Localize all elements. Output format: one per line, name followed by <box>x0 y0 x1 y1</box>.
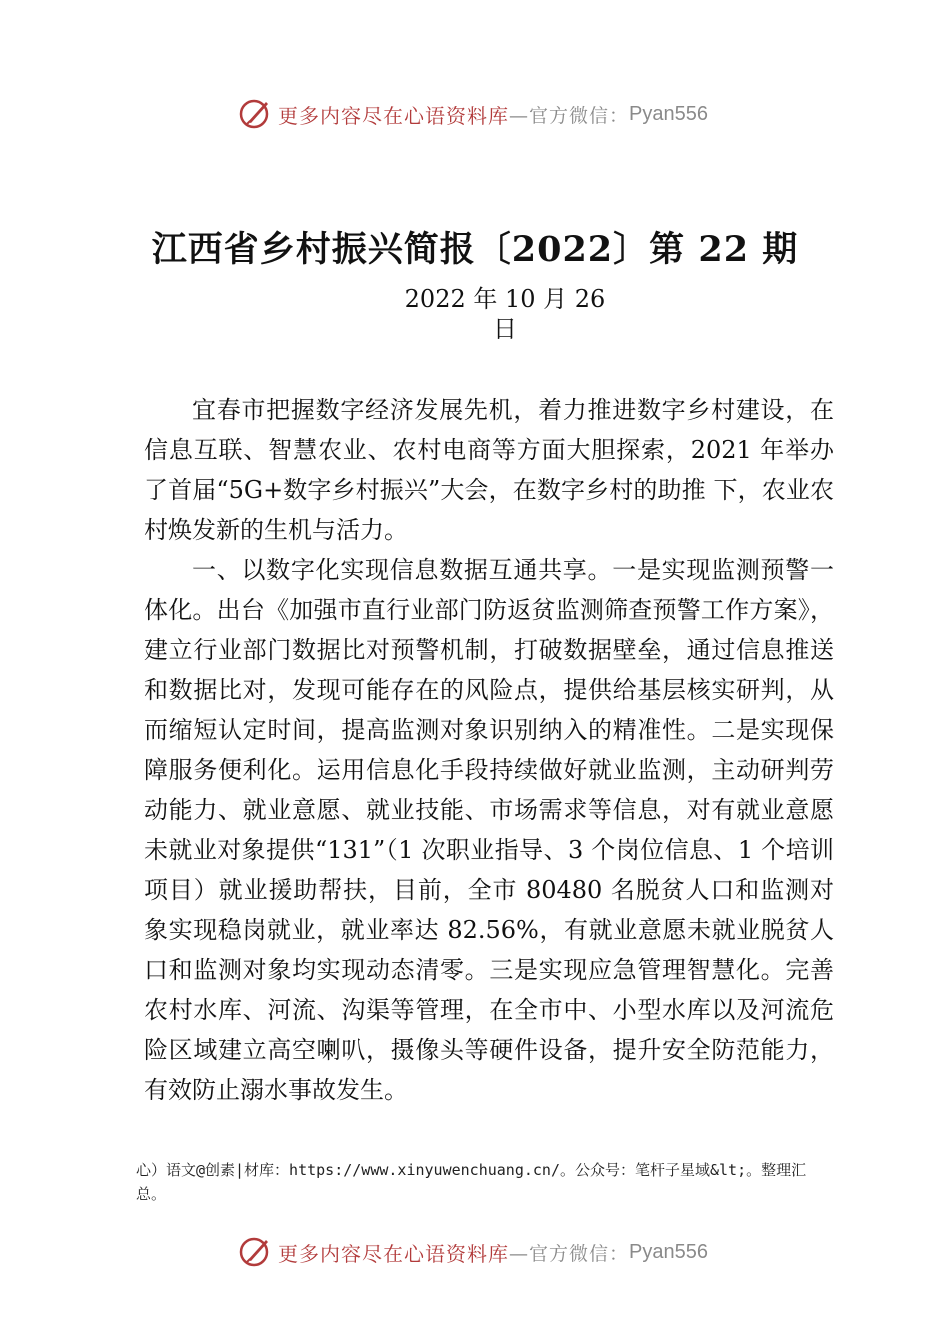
banner-wechat-label: —官方微信： <box>509 104 630 127</box>
document-body <box>144 390 834 1110</box>
document-date: 2022 年 10 月 26 日 <box>404 285 606 343</box>
banner-wechat-id: Pyan556 <box>629 102 708 125</box>
banner-text: 更多内容尽在心语资料库 <box>278 103 509 128</box>
banner-text: 更多内容尽在心语资料库 <box>278 1241 509 1266</box>
banner-wechat-label: —官方微信： <box>509 1242 630 1265</box>
header-banner <box>238 94 758 134</box>
quill-logo-icon <box>238 1234 274 1270</box>
banner-wechat-id: Pyan556 <box>629 1240 708 1263</box>
footer-banner <box>238 1232 758 1272</box>
quill-logo-icon <box>238 96 274 132</box>
source-note: 心）语文@创素|材库：https://www.xinyuwenchuang.cn/。公众号：笔杆子星域&lt;。整理汇总。 <box>136 1161 807 1203</box>
document-title: 江西省乡村振兴简报〔2022〕第 22 期 <box>151 229 799 270</box>
paragraph-section-1: 一、以数字化实现信息数据互通共享。一是实现监测预警一体化。出台《加强市直行业部门防返贫监测筛查预警工作方案》，建立行业部门数据比对预警机制，打破数据壁垒，通过信息推送和数据比对，发现可能存在的风险点，提供给基层核实研判，从而缩短认定时间，提高监测对象识别纳入的精准性。二是实现保障服务便利化。运用信息化手段持续做好就业监测，主动研判劳动能力、就业意愿、就业技能、市场需求等信息，对有就业意愿未就业对象提供“131”（1 次职业指导、3 个岗位信息、1 个培训项目）就业援助帮扶，目前，全市 80480 名脱贫人口和监测对象实现稳岗就业，就业率达 82.56%，有就业意愿未就业脱贫人口和监测对象均实现动态清零。三是实现应急管理智慧化。完善农村水库、河流、沟渠等管理，在全市中、小型水库以及河流危险区域建立高空喇叭，摄像头等硬件设备，提升安全防范能力，有效防止溺水事故发生。 <box>144 556 834 1104</box>
paragraph-intro: 宜春市把握数字经济发展先机，着力推进数字乡村建设，在信息互联、智慧农业、农村电商等方面大胆探索，2021 年举办了首届“5G+数字乡村振兴”大会，在数字乡村的助推 下，农业农村焕发新的生机与活力。 <box>144 396 834 544</box>
